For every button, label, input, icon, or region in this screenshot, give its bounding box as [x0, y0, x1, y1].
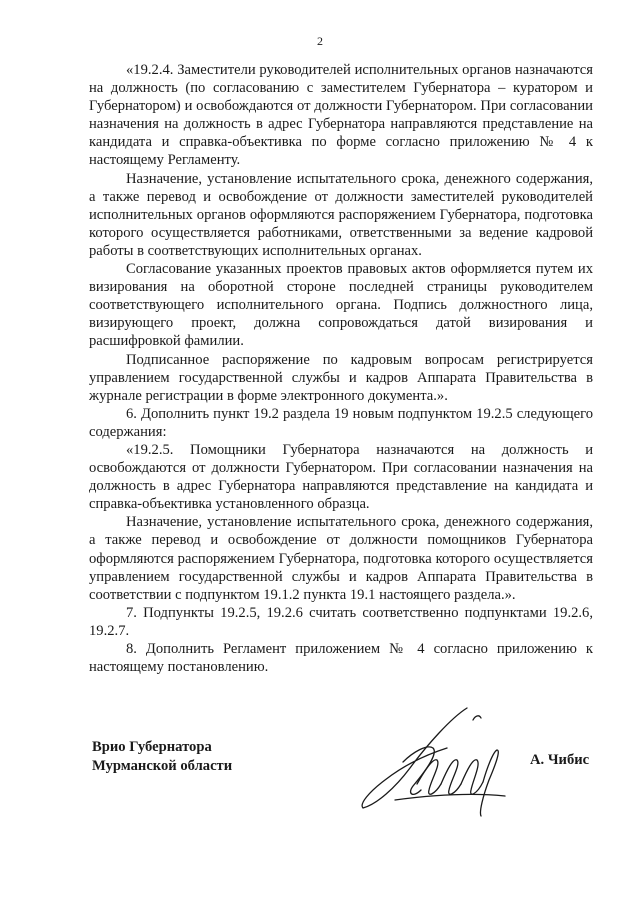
document-body	[89, 61, 593, 676]
signatory-title-line1: Врио Губернатора	[92, 739, 212, 755]
paragraph: «19.2.4. Заместители руководителей исполнительных органов назначаются на должность (по согласованию с заместителем Губернатора – куратором и Губернатором) и освобождаются от должности Губернатором. При согласовании назначения на должность в адрес Губернатора направляются представление на кандидата и справка-объективка по форме согласно приложению № 4 к настоящему Регламенту.	[89, 62, 593, 169]
signatory-title-line2: Мурманской области	[92, 758, 233, 774]
paragraph: Назначение, установление испытательного срока, денежного содержания, а также перевод и освобождение от должности помощников Губернатора оформляются распоряжением Губернатора, подготовка которого осуществляется управлением государственной службы и кадров Аппарата Правительства в соответствии с подпунктом 19.1.2 пункта 19.1 настоящего раздела.».	[89, 514, 593, 603]
paragraph: 6. Дополнить пункт 19.2 раздела 19 новым подпунктом 19.2.5 следующего содержания:	[89, 405, 593, 440]
paragraph: 8. Дополнить Регламент приложением № 4 согласно приложению к настоящему постановлению.	[89, 641, 593, 676]
paragraph: Согласование указанных проектов правовых актов оформляется путем их визирования на оборотной стороне последней страницы руководителем соответствующего исполнительного органа. Подпись должностного лица, визирующего проект, должна сопровождаться датой визирования и расшифровкой фамилии.	[89, 261, 593, 350]
page-number: 2	[317, 34, 323, 48]
handwritten-signature	[355, 700, 525, 820]
signatory-title	[92, 738, 232, 776]
paragraph: «19.2.5. Помощники Губернатора назначаются на должность и освобождаются от должности Губернатором. При согласовании назначения на должность в адрес Губернатора направляются представление на кандидата и справка-объективка установленного образца.	[89, 441, 593, 513]
paragraph: Назначение, установление испытательного срока, денежного содержания, а также перевод и освобождение от должности заместителей руководителей исполнительных органов оформляются распоряжением Губернатора, подготовка которого осуществляется работниками, ответственными за ведение кадровой работы в соответствующих исполнительных органах.	[89, 170, 593, 259]
paragraph: 7. Подпункты 19.2.5, 19.2.6 считать соответственно подпунктами 19.2.6, 19.2.7.	[89, 604, 593, 639]
signatory-name: А. Чибис	[530, 752, 590, 768]
paragraph: Подписанное распоряжение по кадровым вопросам регистрируется управлением государственной службы и кадров Аппарата Правительства в журнале регистрации в форме электронного документа.».	[89, 351, 593, 404]
